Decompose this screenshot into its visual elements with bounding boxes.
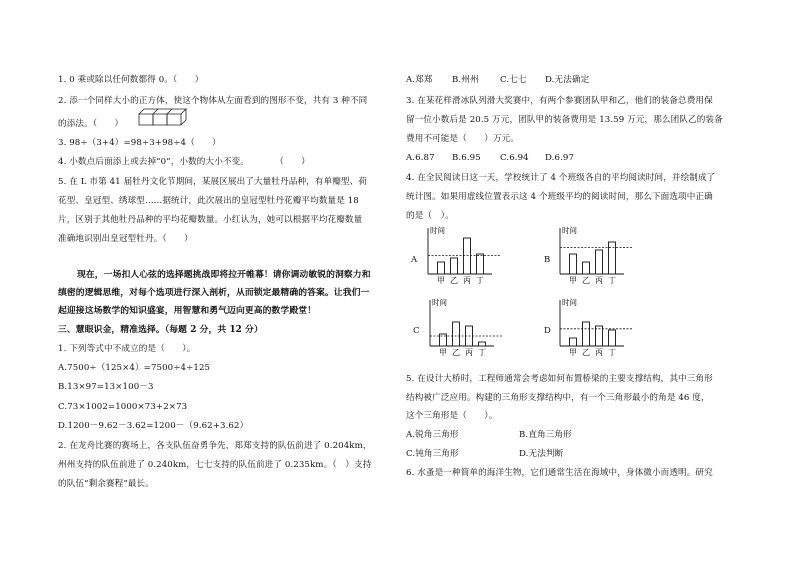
- y-axis-title: 时间: [562, 298, 577, 307]
- category-label: 丙: [463, 276, 471, 285]
- y-axis-title: 时间: [430, 226, 445, 235]
- bar-甲: [570, 338, 577, 346]
- choice-3-option-c: C.6.94: [500, 153, 529, 163]
- intro-paragraph-line1: 现在，一场扣人心弦的选择题挑战即将拉开帷幕！请你调动敏锐的洞察力和: [77, 270, 371, 280]
- choice-question-3-line3: 费用不可能是（ ）万元。: [406, 134, 520, 144]
- bar-chart-d: [552, 294, 642, 364]
- bar-甲: [570, 254, 577, 274]
- choice-2-option-c: C.七七: [500, 75, 527, 85]
- choice-5-option-c: C.钝角三角形: [406, 449, 459, 459]
- choice-1-option-b: B.13×97=13×100－3: [58, 382, 154, 392]
- choice-question-2-line3: 的队伍“剩余赛程”最长。: [58, 479, 154, 489]
- bar-乙: [583, 322, 590, 346]
- choice-question-5-line3: 这个三角形是（ ）。: [406, 411, 498, 421]
- judge-question-5: 5. 在 L 市第 41 届牡丹文化节期间，某展区展出了大量牡丹品种，有单瓣型、荷: [58, 177, 368, 187]
- intro-paragraph-line2: 缜密的逻辑思维，对每个选项进行深入剖析，从而锁定最精确的答案。让我们一: [58, 288, 370, 298]
- choice-2-option-d: D.无法确定: [545, 75, 590, 85]
- choice-question-3-line2: 留一位小数后是 20.5 万元，团队甲的装备费用是 13.59 万元，那么团队乙的装备: [406, 115, 723, 125]
- chart-option-letter-a: A: [411, 255, 418, 265]
- chart-option-letter-b: B: [544, 255, 551, 265]
- choice-question-3: 3. 在某花样滑冰队列滑大奖赛中，有两个参赛团队甲和乙，他们的装备总费用保: [406, 96, 713, 106]
- bar-乙: [451, 258, 458, 274]
- judge-question-2: 2. 添一个同样大小的正方体，使这个物体从左面看到的图形不变，共有 3 种不同: [58, 96, 368, 106]
- category-label: 丁: [476, 276, 484, 285]
- bar-甲: [438, 262, 445, 274]
- choice-5-option-d: D.无法判断: [519, 449, 564, 459]
- choice-question-1: 1. 下列等式中不成立的是（ ）。: [58, 344, 196, 354]
- choice-5-option-a: A.锐角三角形: [406, 430, 459, 440]
- bar-chart-c: [422, 294, 512, 364]
- category-label: 丁: [608, 276, 616, 285]
- category-label: 乙: [582, 348, 590, 357]
- bar-丁: [479, 342, 486, 346]
- category-label: 丁: [608, 348, 616, 357]
- section-3-heading: 三、慧眼识金，精准选择。（每题 2 分，共 12 分）: [58, 325, 263, 335]
- bar-丁: [609, 330, 616, 346]
- choice-question-4-line2: 统计图。如果用虚线位置表示这 4 个班级平均的阅读时间，那么下面选项中正确: [406, 192, 713, 202]
- choice-question-6: 6. 水蚤是一种简单的海洋生物，它们通常生活在海域中，身体微小而透明。研究: [406, 468, 713, 478]
- choice-2-option-a: A.郑郑: [406, 75, 433, 85]
- judge-question-3: 3. 98÷（3+4）=98÷3+98÷4（ ）: [58, 138, 221, 148]
- y-axis-title: 时间: [432, 298, 447, 307]
- bar-丙: [464, 238, 471, 274]
- category-label: 丁: [478, 348, 486, 357]
- chart-option-letter-d: D: [544, 326, 551, 336]
- bar-chart-b: [552, 222, 642, 292]
- category-label: 甲: [569, 348, 577, 357]
- category-label: 甲: [439, 348, 447, 357]
- choice-question-2-line2: 州州支持的队伍前进了 0.240km，七七支持的队伍前进了 0.235km。（ ）支持: [58, 460, 372, 470]
- choice-2-option-b: B.州州: [452, 75, 479, 85]
- chart-option-letter-c: C: [413, 326, 420, 336]
- choice-3-option-a: A.6.87: [406, 153, 435, 163]
- bar-丙: [596, 250, 603, 274]
- judge-question-5-line4: 准确地识别出皇冠型牡丹。（ ）: [58, 234, 193, 244]
- choice-3-option-d: D.6.97: [545, 153, 575, 163]
- choice-1-option-a: A.7500÷（125×4）=7500÷4÷125: [58, 363, 211, 373]
- judge-question-5-line3: 片，区别于其他牡丹品种的平均花瓣数量。小红认为，她可以根据平均花瓣数量: [58, 215, 363, 225]
- choice-3-option-b: B.6.95: [452, 153, 481, 163]
- category-label: 丙: [465, 348, 473, 357]
- choice-question-4-line3: 的是（ ）。: [406, 211, 454, 221]
- category-label: 乙: [452, 348, 460, 357]
- category-label: 丙: [595, 348, 603, 357]
- cube-figure-icon: [138, 108, 190, 126]
- category-label: 甲: [569, 276, 577, 285]
- judge-question-2-cont: 的添法。（ ）: [58, 119, 124, 129]
- judge-question-5-line2: 花型、皇冠型、绣球型……据统计，此次展出的皇冠型牡丹花瓣平均数量是 18: [58, 196, 359, 206]
- choice-question-5-line2: 结构被广泛应用。构建的三角形支撑结构中，有一个三角形最小的角是 46 度，: [406, 393, 710, 403]
- choice-question-4: 4. 在全民阅读日这一天，学校统计了 4 个班级各自的平均阅读时间，并绘制成了: [406, 173, 716, 183]
- choice-question-2: 2. 在龙舟比赛的赛场上，各支队伍奋勇争先，郑郑支持的队伍前进了 0.204km，: [58, 441, 372, 451]
- category-label: 丙: [595, 276, 603, 285]
- bar-丁: [609, 242, 616, 274]
- y-axis-title: 时间: [562, 226, 577, 235]
- choice-1-option-c: C.73×1002=1000×73+2×73: [58, 402, 188, 412]
- judge-question-4: 4. 小数点后面添上或去掉“0”，小数的大小不变。 （ ）: [58, 157, 310, 167]
- bar-chart-a: [420, 222, 510, 292]
- bar-乙: [453, 322, 460, 346]
- choice-1-option-d: D.1200－9.62－3.62=1200－（9.62+3.62）: [58, 421, 249, 431]
- bar-丁: [477, 254, 484, 274]
- choice-question-5: 5. 在设计大桥时，工程师通常会考虑如何布置桥梁的主要支撑结构，其中三角形: [406, 374, 713, 384]
- choice-5-option-b: B.直角三角形: [519, 430, 572, 440]
- judge-question-1: 1. 0 乘或除以任何数都得 0。（ ）: [58, 75, 204, 85]
- bar-乙: [583, 262, 590, 274]
- category-label: 甲: [437, 276, 445, 285]
- category-label: 乙: [450, 276, 458, 285]
- intro-paragraph-line3: 起迎接这场数学的知识盛宴，用智慧和勇气迈向更高的数学殿堂！: [58, 306, 317, 316]
- category-label: 乙: [582, 276, 590, 285]
